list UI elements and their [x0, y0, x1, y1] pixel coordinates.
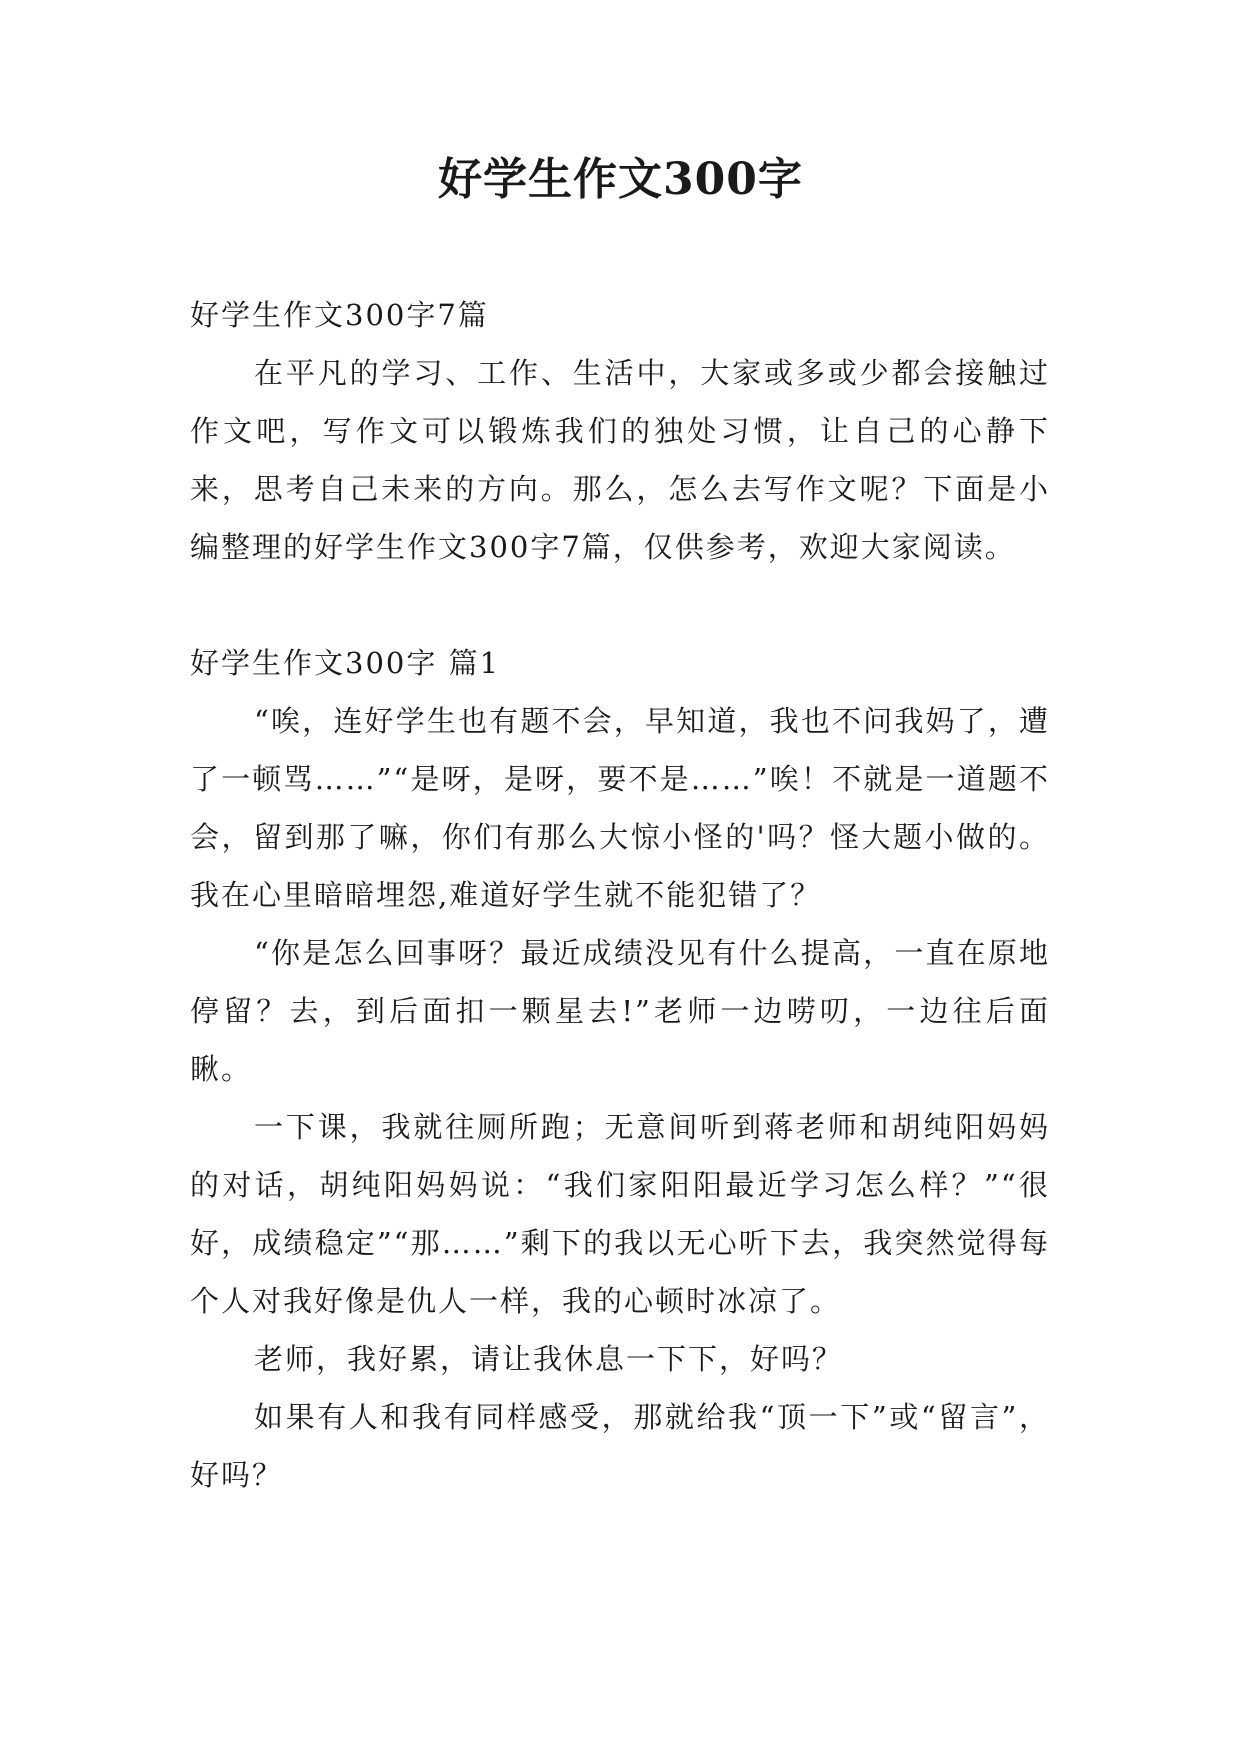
section-spacer	[190, 576, 1050, 634]
document-body	[190, 286, 1050, 1504]
essay-1-paragraph-1: “唉，连好学生也有题不会，早知道，我也不问我妈了，遭了一顿骂……”“是呀，是呀，要不是……”唉！不就是一道题不会，留到那了嘛，你们有那么大惊小怪的'吗？怪大题小做的。我在心里暗暗埋怨,难道好学生就不能犯错了？	[190, 704, 1050, 912]
essay-1-paragraph-2: “你是怎么回事呀？最近成绩没见有什么提高，一直在原地停留？去，到后面扣一颗星去!”老师一边唠叨，一边往后面瞅。	[190, 936, 1050, 1086]
essay-1-heading: 好学生作文300字 篇1	[190, 646, 501, 680]
collection-heading: 好学生作文300字7篇	[190, 298, 489, 332]
essay-1-paragraph-5: 如果有人和我有同样感受，那就给我“顶一下”或“留言”，好吗？	[190, 1400, 1050, 1492]
essay-1-paragraph-4: 老师，我好累，请让我休息一下下，好吗？	[254, 1342, 844, 1376]
intro-paragraph: 在平凡的学习、工作、生活中，大家或多或少都会接触过作文吧，写作文可以锻炼我们的独处习惯，让自己的心静下来，思考自己未来的方向。那么，怎么去写作文呢？下面是小编整理的好学生作文300字7篇，仅供参考，欢迎大家阅读。	[190, 356, 1050, 564]
document-title: 好学生作文300字	[438, 154, 803, 205]
essay-1-paragraph-3: 一下课，我就往厕所跑；无意间听到蒋老师和胡纯阳妈妈的对话，胡纯阳妈妈说：“我们家阳阳最近学习怎么样？”“很好，成绩稳定”“那……”剩下的我以无心听下去，我突然觉得每个人对我好像是仇人一样，我的心顿时冰凉了。	[190, 1110, 1050, 1318]
